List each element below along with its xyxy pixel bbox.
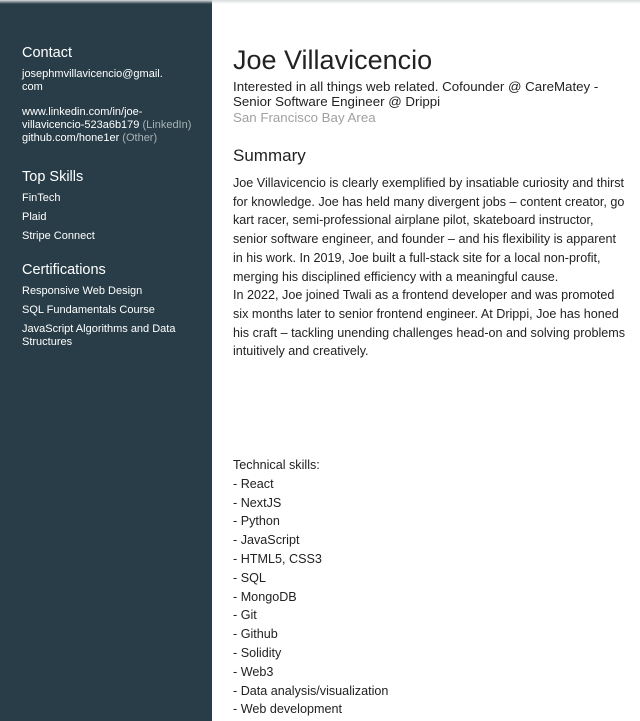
top-skill-item: Plaid	[22, 211, 47, 223]
skill-item: - MongoDB	[233, 589, 297, 604]
certification-item: Responsive Web Design	[22, 285, 143, 297]
email-line-2: com	[22, 81, 43, 93]
skill-item: - Python	[233, 514, 280, 529]
email-line-1: josephmvillavicencio@gmail.	[22, 68, 163, 80]
email-link[interactable]	[22, 68, 204, 94]
technical-skills	[233, 456, 628, 719]
top-skill-item: Stripe Connect	[22, 230, 95, 242]
certifications-heading: Certifications	[22, 262, 106, 278]
skill-item: - React	[233, 476, 274, 491]
linkedin-line-2	[22, 119, 204, 132]
skill-item: - Git	[233, 608, 257, 623]
summary-paragraph-2: In 2022, Joe joined Twali as a frontend developer and was promoted six months later to senior frontend engineer. At Drippi, Joe has honed his craft – tackling unending challenges head-on and solving problems intuitively and creatively.	[233, 288, 626, 359]
contact-section	[22, 44, 204, 145]
person-name: Joe Villavicencio	[233, 45, 433, 75]
technical-skills-heading: Technical skills:	[233, 458, 320, 472]
github-url: github.com/hone1er	[22, 132, 120, 144]
summary-text	[233, 174, 628, 361]
skill-item: - SQL	[233, 570, 266, 585]
skill-item: - HTML5, CSS3	[233, 551, 322, 566]
github-tag: (Other)	[122, 132, 158, 144]
skill-item: - Web development	[233, 702, 342, 717]
certifications-section	[22, 261, 204, 349]
certification-item-continued: Structures	[22, 336, 73, 348]
skill-item: - Web3	[233, 664, 274, 679]
skill-item: - Github	[233, 627, 278, 642]
skill-item: - Data analysis/visualization	[233, 683, 389, 698]
linkedin-line-1: www.linkedin.com/in/joe-	[22, 106, 143, 118]
linkedin-url-end: villavicencio-523a6b179	[22, 119, 140, 131]
headline-line-2: Senior Software Engineer @ Drippi	[233, 94, 441, 109]
top-skills-heading: Top Skills	[22, 169, 84, 185]
summary-paragraph-1: Joe Villavicencio is clearly exemplified by insatiable curiosity and thirst for knowledge. Joe has held many divergent jobs – content creator, go kart racer, semi-professional airplane pilot, skateboard instructor, senior software engineer, and founder – and his flexibility is apparent in his work. In 2019, Joe built a full-stack site for a local non-profit, merging his disciplined efficiency with a meaningful cause.	[233, 176, 625, 284]
top-skill-item: FinTech	[22, 192, 61, 204]
skill-item: - Solidity	[233, 645, 282, 660]
top-skills-section	[22, 168, 204, 243]
github-link[interactable]	[22, 132, 204, 145]
headline	[233, 79, 623, 109]
linkedin-link[interactable]	[22, 106, 204, 132]
headline-line-1: Interested in all things web related. Cofounder @ CareMatey -	[233, 79, 599, 94]
sidebar	[0, 0, 212, 721]
certification-item: SQL Fundamentals Course	[22, 304, 155, 316]
page-top-shadow	[0, 0, 640, 4]
contact-heading: Contact	[22, 45, 72, 61]
location: San Francisco Bay Area	[233, 110, 376, 125]
linkedin-tag: (LinkedIn)	[142, 119, 192, 131]
certification-item: JavaScript Algorithms and Data	[22, 323, 176, 335]
skill-item: - NextJS	[233, 495, 282, 510]
summary-heading: Summary	[233, 146, 306, 165]
skill-item: - JavaScript	[233, 533, 300, 548]
